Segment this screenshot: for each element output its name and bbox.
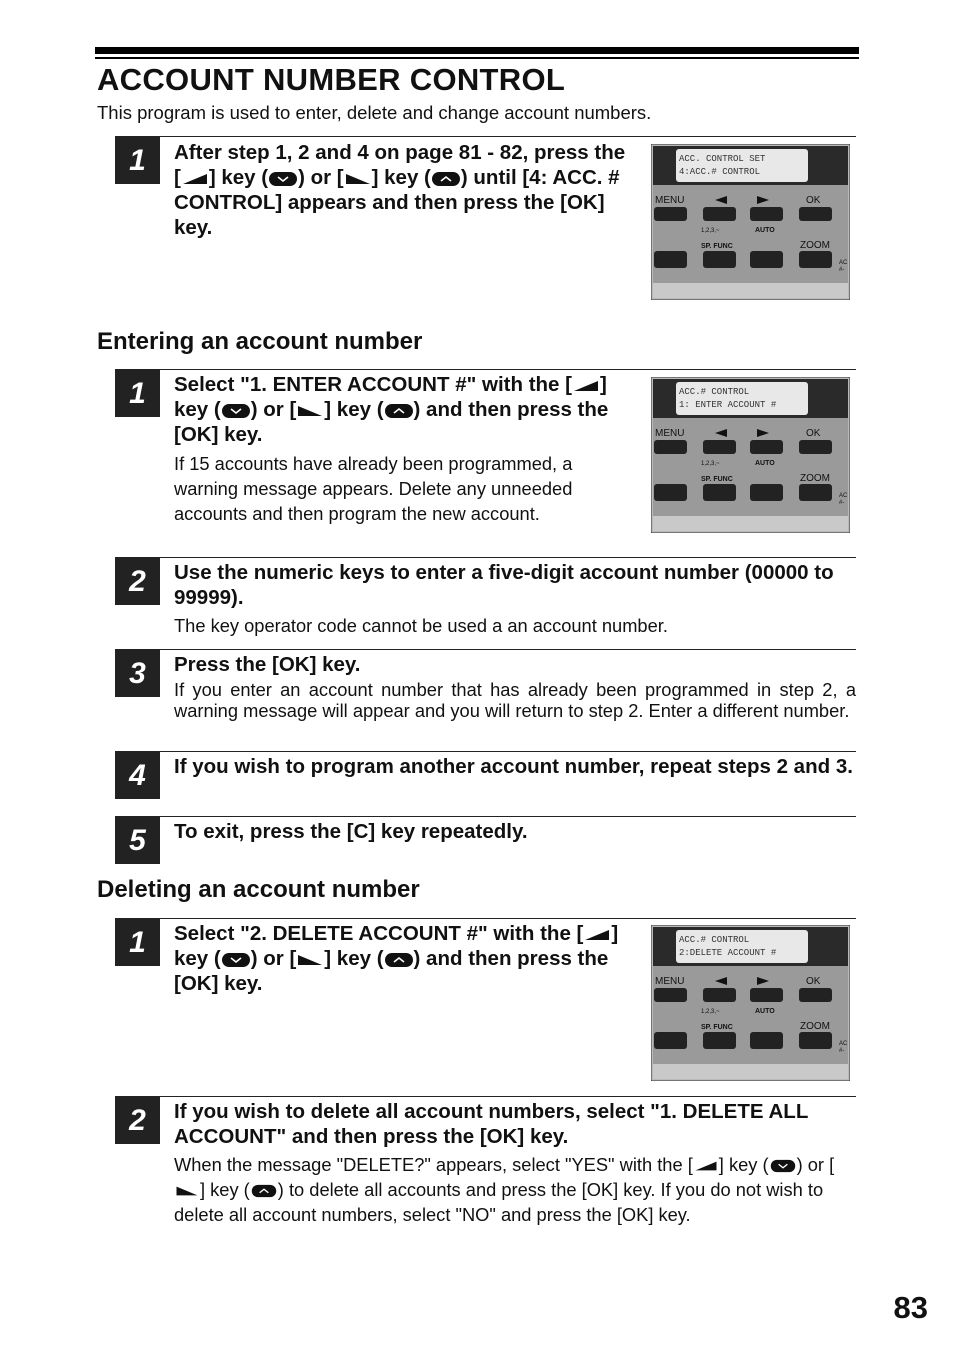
- step-number: 3: [115, 650, 160, 697]
- step-number: 4: [115, 752, 160, 799]
- svg-text:AC: AC: [839, 493, 848, 499]
- left-arrow-key-icon: [693, 1159, 719, 1173]
- step-divider: [115, 136, 856, 137]
- step-body: If 15 accounts have already been programmed, a warning message appears. Delete any unneeded accounts and then program the new account.: [174, 453, 573, 524]
- up-key-icon: [250, 1184, 278, 1198]
- down-key-icon: [221, 952, 251, 968]
- step-heading: Use the numeric keys to enter a five-digit account number (00000 to 99999).: [174, 561, 834, 609]
- step-divider: [115, 816, 856, 817]
- svg-text:#-: #-: [839, 500, 845, 506]
- operation-panel: [651, 144, 850, 300]
- step-body: If you enter an account number that has already been programmed in step 2, a warning message will appear and you will return to step 2. Enter a different number.: [174, 679, 856, 721]
- left-arrow-key-icon: [181, 171, 209, 187]
- right-arrow-key-icon: [296, 403, 324, 419]
- lcd-line-2: 4:ACC.# CONTROL: [679, 167, 761, 177]
- page-number: 83: [893, 1290, 928, 1325]
- svg-text:ZOOM: ZOOM: [800, 1021, 830, 1032]
- step-heading: To exit, press the [C] key repeatedly.: [174, 820, 528, 843]
- svg-text:#-: #-: [839, 1048, 845, 1054]
- lcd-line-1: ACC. CONTROL SET: [679, 154, 766, 164]
- left-arrow-key-icon: [583, 927, 611, 943]
- operation-panel: [651, 925, 850, 1081]
- step-number: 1: [115, 919, 160, 966]
- lcd-line-2: 2:DELETE ACCOUNT #: [679, 948, 777, 958]
- svg-text:ZOOM: ZOOM: [800, 473, 830, 484]
- svg-text:AUTO: AUTO: [755, 460, 775, 467]
- section-heading-entering: Entering an account number: [97, 328, 423, 355]
- svg-text:ZOOM: ZOOM: [800, 240, 830, 251]
- step-divider: [115, 1096, 856, 1097]
- up-key-icon: [384, 952, 414, 968]
- svg-text:AUTO: AUTO: [755, 227, 775, 234]
- up-key-icon: [431, 171, 461, 187]
- step-heading: If you wish to delete all account numbers, select "1. DELETE ALL ACCOUNT" and then press the [OK] key.: [174, 1100, 808, 1148]
- svg-text:MENU: MENU: [655, 195, 685, 206]
- step-number: 1: [115, 370, 160, 417]
- down-key-icon: [268, 171, 298, 187]
- lcd-line-1: ACC.# CONTROL: [679, 387, 750, 397]
- step-heading: Select "1. ENTER ACCOUNT #" with the [ ] key ( ) or [ ] key ( ) and then press the [OK] key.: [174, 373, 609, 446]
- step-divider: [115, 369, 856, 370]
- right-arrow-key-icon: [344, 171, 372, 187]
- svg-text:#-: #-: [839, 267, 845, 273]
- right-arrow-key-icon: [296, 952, 324, 968]
- step-divider: [115, 649, 856, 650]
- operation-panel: [651, 377, 850, 533]
- svg-text:OK: OK: [806, 428, 821, 439]
- step-divider: [115, 557, 856, 558]
- down-key-icon: [769, 1159, 797, 1173]
- svg-text:MENU: MENU: [655, 428, 685, 439]
- svg-text:SP. FUNC: SP. FUNC: [701, 1024, 733, 1031]
- down-key-icon: [221, 403, 251, 419]
- svg-text:OK: OK: [806, 976, 821, 987]
- step-heading: If you wish to program another account number, repeat steps 2 and 3.: [174, 755, 853, 778]
- lcd-line-2: 1: ENTER ACCOUNT #: [679, 400, 777, 410]
- lcd-line-1: ACC.# CONTROL: [679, 935, 750, 945]
- left-arrow-key-icon: [572, 378, 600, 394]
- step-heading: Press the [OK] key.: [174, 653, 361, 676]
- up-key-icon: [384, 403, 414, 419]
- page-title: ACCOUNT NUMBER CONTROL: [97, 62, 566, 97]
- step-body: The key operator code cannot be used a an account number.: [174, 615, 668, 636]
- step-divider: [115, 751, 856, 752]
- step-number: 2: [115, 1097, 160, 1144]
- step-number: 5: [115, 817, 160, 864]
- step-number: 2: [115, 558, 160, 605]
- svg-text:1,2,3,~: 1,2,3,~: [701, 1009, 720, 1015]
- step-number: 1: [115, 137, 160, 184]
- svg-text:1,2,3,~: 1,2,3,~: [701, 461, 720, 467]
- step-heading: Select "2. DELETE ACCOUNT #" with the [ ] key ( ) or [ ] key ( ) and then press the [OK] key.: [174, 922, 619, 995]
- svg-text:OK: OK: [806, 195, 821, 206]
- svg-text:1,2,3,~: 1,2,3,~: [701, 228, 720, 234]
- svg-text:AC: AC: [839, 260, 848, 266]
- svg-text:AUTO: AUTO: [755, 1008, 775, 1015]
- svg-text:SP. FUNC: SP. FUNC: [701, 243, 733, 250]
- step-body: When the message "DELETE?" appears, select "YES" with the [ ] key ( ) or [ ] key ( ) to delete all accounts and press the [OK] key. If you do not wish to delete all account numbers, select "NO" and press the [OK] key.: [174, 1154, 835, 1225]
- svg-text:MENU: MENU: [655, 976, 685, 987]
- svg-text:AC: AC: [839, 1041, 848, 1047]
- svg-text:SP. FUNC: SP. FUNC: [701, 476, 733, 483]
- top-rule-thin: [95, 57, 859, 59]
- step-divider: [115, 918, 856, 919]
- step-heading: After step 1, 2 and 4 on page 81 - 82, press the [ ] key ( ) or [ ] key ( ) until [4: ACC. # CONTROL] appears and then press the [OK] key.: [174, 141, 626, 239]
- top-rule: [95, 47, 859, 54]
- intro-text: This program is used to enter, delete and change account numbers.: [97, 102, 652, 123]
- right-arrow-key-icon: [174, 1184, 200, 1198]
- section-heading-deleting: Deleting an account number: [97, 876, 420, 903]
